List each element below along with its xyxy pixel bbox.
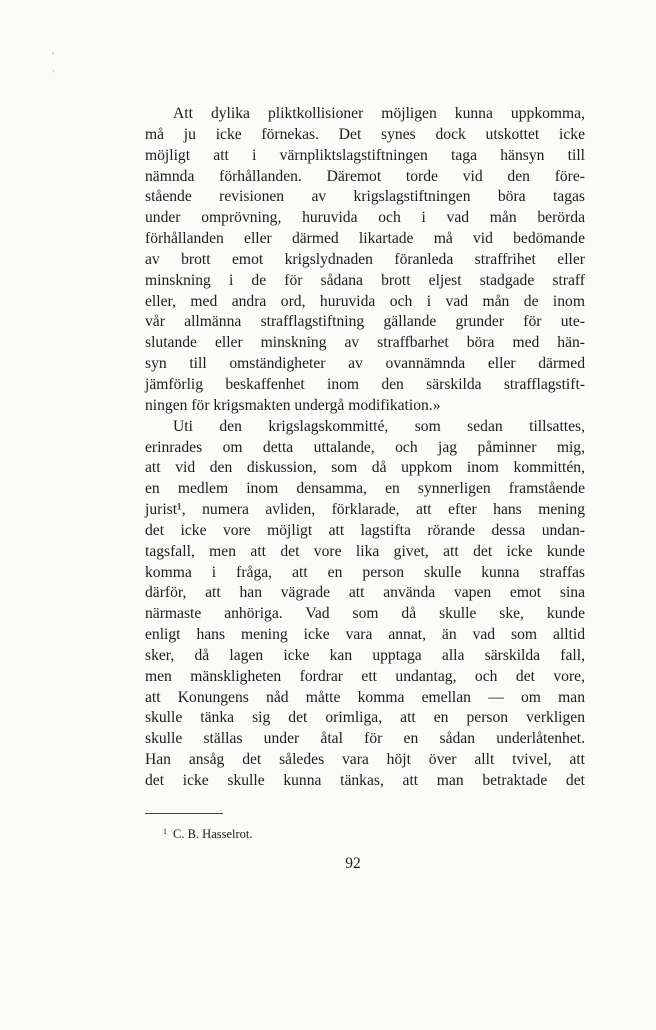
- text-line: syn till omständigheter av ovannämnda eller därmed: [145, 355, 585, 373]
- text-line: det icke vore möjligt att lagstifta rörande dessa undan-: [145, 521, 585, 539]
- text-line: att vid den diskussion, som då uppkom inom kommittén,: [145, 459, 585, 477]
- text-line: jämförlig beskaffenhet inom den särskilda strafflagstift-: [145, 375, 585, 393]
- text-line: tagsfall, men att det vore lika givet, att det icke kunde: [145, 542, 585, 560]
- page-number: 92: [345, 855, 361, 872]
- text-line: därför, att han vägrade att använda vapen emot sina: [145, 584, 585, 602]
- body-text: [145, 104, 585, 792]
- footnote-divider: [145, 813, 223, 814]
- text-line: Han ansåg det således vara höjt över allt tvivel, att: [145, 751, 585, 769]
- text-line: ningen för krigsmakten undergå modifikation.»: [145, 396, 441, 414]
- text-line: vår allmänna strafflagstiftning gällande grunder för ute-: [145, 313, 585, 331]
- text-line: Att dylika pliktkollisioner möjligen kunna uppkomma,: [173, 105, 585, 122]
- text-line: av brott emot krigslydnaden föranleda straffrihet eller: [145, 250, 585, 268]
- footnote-marker: 1: [163, 827, 167, 836]
- text-line: möjligt att i värnpliktslagstiftningen taga hänsyn till: [145, 146, 585, 164]
- text-line: jurist¹, numera avliden, förklarade, att efter hans mening: [145, 501, 585, 519]
- text-line: nämnda förhållanden. Däremot torde vid den före-: [145, 167, 585, 185]
- text-line: förhållanden eller därmed likartade må vid bedömande: [145, 230, 585, 248]
- text-line: slutande eller minskning av straffbarhet böra med hän-: [145, 334, 585, 352]
- text-line: stående revisionen av krigslagstiftningen böra tagas: [145, 188, 585, 206]
- text-line: eller, med andra ord, huruvida och i vad mån de inom: [145, 292, 585, 310]
- footnote-text: C. B. Hasselrot.: [173, 827, 253, 841]
- text-line: närmaste anhöriga. Vad som då skulle ske, kunde: [145, 605, 585, 623]
- text-line: enligt hans mening icke vara annat, än vad som alltid: [145, 626, 585, 644]
- text-line: Uti den krigslagskommitté, som sedan tillsattes,: [173, 417, 585, 435]
- text-line: under omprövning, huruvida och i vad mån berörda: [145, 209, 585, 227]
- paper-speck: [53, 70, 54, 73]
- text-line: erinrades om detta uttalande, och jag påminner mig,: [145, 438, 585, 456]
- text-line: men mänskligheten fordrar ett undantag, och det vore,: [145, 667, 585, 685]
- footnote: [163, 824, 253, 842]
- paper-speck: [52, 52, 54, 55]
- text-line: det icke skulle kunna tänkas, att man betraktade det: [145, 772, 585, 789]
- text-line: må ju icke förnekas. Det synes dock utskottet icke: [145, 125, 585, 143]
- text-line: skulle ställas under åtal för en sådan underlåtenhet.: [145, 730, 585, 748]
- text-line: att Konungens nåd måtte komma emellan — om man: [145, 688, 585, 706]
- text-line: skulle tänka sig det orimliga, att en person verkligen: [145, 709, 585, 727]
- text-line: minskning i de för sådana brott eljest stadgade straff: [145, 271, 585, 289]
- text-line: komma i fråga, att en person skulle kunna straffas: [145, 563, 585, 581]
- text-line: en medlem inom densamma, en synnerligen framstående: [145, 480, 585, 498]
- text-line: sker, då lagen icke kan upptaga alla särskilda fall,: [145, 646, 585, 664]
